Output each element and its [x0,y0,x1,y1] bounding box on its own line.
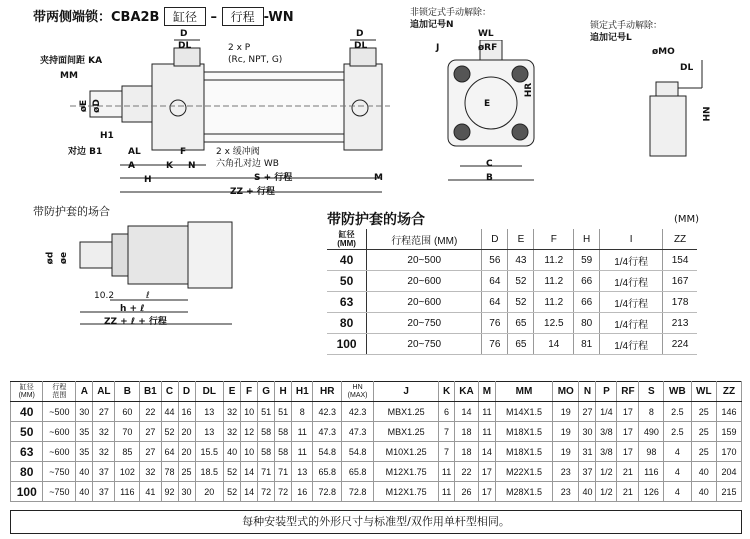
header-col-2: B [115,382,140,402]
table-cell: 21 [617,482,639,502]
table-cell: 170 [717,442,742,462]
table-cell: 27 [93,402,115,422]
header-col-5: D [178,382,195,402]
table-cell: M12X1.75 [374,462,439,482]
header-col-21: P [596,382,617,402]
boot-cell: 11.2 [534,271,574,292]
boot-table-row [327,334,697,355]
header-col-19: MO [553,382,579,402]
table-cell: 12 [241,422,258,442]
header-col-11: H1 [292,382,313,402]
label-buffer-valve: 2 x 缓冲阀 [216,147,260,157]
label-phi-d: øD [91,99,102,113]
boot-header-zz: ZZ [663,229,697,250]
table-cell: 58 [275,442,292,462]
table-cell: 159 [717,422,742,442]
table-cell: 116 [115,482,140,502]
table-cell: 72.8 [342,482,374,502]
table-cell: 72 [275,482,292,502]
boot-cell: 43 [508,250,534,271]
title-dash: – [210,10,218,25]
label-c: C [486,159,493,169]
table-cell: 17 [478,462,495,482]
table-cell: 4 [664,442,691,462]
dimension-table-row [11,482,742,502]
boot-cell-bore: 50 [327,271,367,292]
table-cell: 13 [195,402,224,422]
table-cell: 14 [478,442,495,462]
table-cell: 17 [617,402,639,422]
header-col-16: KA [455,382,479,402]
table-cell: 44 [161,402,178,422]
label-boot-102: 10.2 [94,291,115,301]
front-view-drawing [30,28,395,198]
table-cell: 27 [140,422,161,442]
stroke-box: 行程 [222,7,264,26]
table-cell: 40 [76,462,93,482]
table-cell: 51 [275,402,292,422]
table-cell: 42.3 [342,402,374,422]
table-cell: 102 [115,462,140,482]
table-cell: 58 [258,422,275,442]
boot-view-drawing [70,220,240,330]
table-cell: 52 [224,482,241,502]
boot-cell: 11.2 [534,292,574,313]
table-cell: 65.8 [313,462,342,482]
label-mm: MM [60,71,78,81]
label-s-stroke: S + 行程 [254,173,293,183]
table-cell: 25 [691,442,717,462]
page-title [33,6,294,26]
label-mo: øMO [652,47,675,57]
table-cell: 70 [115,422,140,442]
table-cell: MBX1.25 [374,402,439,422]
table-cell: 2.5 [664,402,691,422]
boot-cell-bore: 80 [327,313,367,334]
boot-header-i: I [600,229,663,250]
header-col-23: S [639,382,664,402]
cell-bore: 40 [11,402,43,422]
table-cell: ~600 [43,442,76,462]
label-h: H [144,175,152,185]
table-cell: ~500 [43,402,76,422]
table-cell: 7 [439,442,455,462]
label-phi-e: øE [79,99,90,113]
lock-note-line1: 锁定式手动解除： [590,21,663,31]
table-cell: 7 [439,422,455,442]
table-cell: 31 [579,442,596,462]
label-ka: 夹持面间距 KA [40,56,103,66]
header-col-25: WL [691,382,717,402]
boot-header-e: E [508,229,534,250]
table-cell: 40 [76,482,93,502]
table-cell: 18 [455,422,479,442]
boot-cell: 224 [663,334,697,355]
table-cell: 22 [455,462,479,482]
dimension-table-row [11,442,742,462]
table-cell: 25 [691,422,717,442]
boot-table-row [327,292,697,313]
table-cell: 8 [292,402,313,422]
header-col-10: H [275,382,292,402]
label-boot-h-l: h + ℓ [120,304,145,314]
boot-cell: 20~600 [367,271,482,292]
table-cell: 27 [579,402,596,422]
boot-table-header-row [327,229,697,250]
table-cell: 6 [439,402,455,422]
table-cell: 51 [258,402,275,422]
boot-table [327,229,697,355]
boot-cell-bore: 63 [327,292,367,313]
table-cell: 11 [292,442,313,462]
boot-cell: 1/4行程 [600,313,663,334]
boot-cell: 64 [482,292,508,313]
header-col-20: N [579,382,596,402]
boot-cell: 1/4行程 [600,334,663,355]
boot-header-f: F [534,229,574,250]
header-col-22: RF [617,382,639,402]
table-cell: 47.3 [313,422,342,442]
table-cell: 54.8 [342,442,374,462]
title-suffix: -WN [263,10,294,25]
boot-cell-bore: 100 [327,334,367,355]
table-cell: 1/4 [596,402,617,422]
table-cell: 17 [617,442,639,462]
table-cell: 13 [195,422,224,442]
table-cell: 19 [553,422,579,442]
table-cell: 58 [275,422,292,442]
table-cell: 17 [617,422,639,442]
boot-cell: 65 [508,334,534,355]
boot-cell: 20~500 [367,250,482,271]
label-b: B [486,173,493,183]
header-col-8: F [241,382,258,402]
header-col-4: C [161,382,178,402]
header-col-15: K [439,382,455,402]
boot-cell: 1/4行程 [600,271,663,292]
table-cell: 11 [439,482,455,502]
label-zz-stroke: ZZ + 行程 [230,187,275,197]
boot-cell: 56 [482,250,508,271]
boot-cell: 64 [482,271,508,292]
boot-section-title: 带防护套的场合 [33,205,110,218]
boot-cell: 178 [663,292,697,313]
table-cell: M18X1.5 [495,442,552,462]
table-cell: 2.5 [664,422,691,442]
table-cell: 13 [292,462,313,482]
table-cell: 37 [93,462,115,482]
cell-bore: 80 [11,462,43,482]
table-cell: 30 [579,422,596,442]
label-dl-right: DL [354,41,368,51]
header-bore: 缸径 (MM) [11,382,43,402]
table-cell: 98 [639,442,664,462]
header-col-24: WB [664,382,691,402]
table-cell: 30 [76,402,93,422]
table-cell: 10 [241,442,258,462]
lock-note-line2: 追加记号L [590,33,632,43]
label-d-right: D [356,29,364,39]
table-cell: 40 [224,442,241,462]
label-lock-dl: DL [680,63,694,73]
boot-table-title: 带防护套的场合 [327,212,425,228]
dimension-table [10,381,742,502]
label-wl: WL [478,29,494,39]
header-col-1: AL [93,382,115,402]
boot-cell: 1/4行程 [600,250,663,271]
table-cell: M28X1.5 [495,482,552,502]
boot-cell: 213 [663,313,697,334]
label-j: J [436,43,440,53]
table-cell: 72.8 [313,482,342,502]
table-cell: 85 [115,442,140,462]
table-cell: 92 [161,482,178,502]
table-cell: 23 [553,462,579,482]
table-cell: 8 [639,402,664,422]
label-boot-phi-e: øe [59,251,70,265]
table-cell: 14 [241,482,258,502]
table-cell: MBX1.25 [374,422,439,442]
table-cell: 490 [639,422,664,442]
table-cell: 19 [553,442,579,462]
boot-cell: 52 [508,292,534,313]
table-cell: 20 [178,442,195,462]
header-col-18: MM [495,382,552,402]
table-cell: 71 [275,462,292,482]
table-cell: 41 [140,482,161,502]
label-a: A [128,161,135,171]
table-cell: 17 [478,482,495,502]
header-col-0: A [76,382,93,402]
boot-cell: 20~750 [367,313,482,334]
boot-cell: 12.5 [534,313,574,334]
header-col-6: DL [195,382,224,402]
boot-cell: 52 [508,271,534,292]
boot-cell: 80 [574,313,600,334]
dimension-table-row [11,422,742,442]
header-col-12: HR [313,382,342,402]
label-p-line1: 2 x P [228,43,251,53]
table-cell: 42.3 [313,402,342,422]
table-cell: 40 [579,482,596,502]
table-cell: 58 [258,442,275,462]
boot-cell: 66 [574,292,600,313]
table-cell: 1/2 [596,462,617,482]
non-lock-note-line1: 非锁定式手动解除： [410,8,492,18]
boot-table-unit: (MM) [674,214,700,225]
table-cell: 32 [224,422,241,442]
label-m: M [374,173,383,183]
table-cell: 32 [93,422,115,442]
label-wb: 六角孔对边 WB [216,159,279,169]
header-col-14: J [374,382,439,402]
table-cell: 14 [455,402,479,422]
table-cell: 25 [178,462,195,482]
boot-cell: 65 [508,313,534,334]
boot-cell: 81 [574,334,600,355]
header-col-26: ZZ [717,382,742,402]
table-cell: 52 [224,462,241,482]
cell-bore: 100 [11,482,43,502]
boot-header-h: H [574,229,600,250]
table-cell: 35 [76,442,93,462]
boot-cell: 11.2 [534,250,574,271]
lock-note [590,20,662,44]
table-cell: 26 [455,482,479,502]
label-boot-zz-l: ZZ + ℓ + 行程 [104,317,167,327]
boot-header-bore: 缸径 (MM) [327,229,367,250]
boot-cell: 20~750 [367,334,482,355]
label-b1: 对边 B1 [68,147,103,157]
table-cell: 32 [93,442,115,462]
table-cell: 54.8 [313,442,342,462]
label-p-line2: (Rc, NPT, G) [228,55,283,65]
label-n: N [188,161,196,171]
table-cell: 11 [439,462,455,482]
table-cell: 32 [140,462,161,482]
table-cell: 16 [178,402,195,422]
non-lock-note-line2: 追加记号N [410,20,454,30]
table-cell: ~750 [43,462,76,482]
table-cell: 19 [553,402,579,422]
header-stroke-range: 行程 范围 [43,382,76,402]
label-d-left: D [180,29,188,39]
label-hn: HN [702,106,713,122]
label-hr: HR [524,82,535,98]
table-cell: 18 [455,442,479,462]
table-cell: 40 [691,462,717,482]
table-cell: 78 [161,462,178,482]
table-cell: 3/8 [596,442,617,462]
label-h1: H1 [100,131,114,141]
table-cell: 11 [292,422,313,442]
table-cell: 15.5 [195,442,224,462]
bore-box: 缸径 [164,7,206,26]
label-f: F [180,147,187,157]
boot-cell: 154 [663,250,697,271]
table-cell: M14X1.5 [495,402,552,422]
header-col-9: G [258,382,275,402]
table-cell: 20 [195,482,224,502]
table-cell: 20 [178,422,195,442]
table-cell: 16 [292,482,313,502]
boot-cell: 66 [574,271,600,292]
table-cell: 4 [664,462,691,482]
table-cell: 116 [639,462,664,482]
table-cell: 14 [241,462,258,482]
boot-header-d: D [482,229,508,250]
table-cell: 32 [224,402,241,422]
dimension-table-row [11,402,742,422]
table-cell: 126 [639,482,664,502]
table-cell: 146 [717,402,742,422]
boot-table-row [327,250,697,271]
table-cell: 204 [717,462,742,482]
boot-table-row [327,271,697,292]
cell-bore: 63 [11,442,43,462]
label-k: K [166,161,173,171]
header-col-3: B1 [140,382,161,402]
table-cell: 10 [241,402,258,422]
label-dl-left: DL [178,41,192,51]
table-cell: 21 [617,462,639,482]
title-prefix: 带两侧端锁：CBA2B [33,10,160,25]
boot-header-stroke: 行程范围 (MM) [367,229,482,250]
table-cell: 11 [478,402,495,422]
label-boot-phi-d: ød [45,251,56,265]
boot-cell: 76 [482,313,508,334]
dimension-table-row [11,462,742,482]
table-cell: 35 [76,422,93,442]
dimension-table-header-row [11,382,742,402]
header-col-7: E [224,382,241,402]
table-cell: 72 [258,482,275,502]
footer-note: 每种安装型式的外形尺寸与标准型/双作用单杆型相同。 [10,510,742,534]
boot-cell: 20~600 [367,292,482,313]
boot-cell: 167 [663,271,697,292]
table-cell: M10X1.25 [374,442,439,462]
cell-bore: 50 [11,422,43,442]
header-col-13: HN (MAX) [342,382,374,402]
table-cell: 71 [258,462,275,482]
table-cell: 3/8 [596,422,617,442]
label-e: E [484,99,491,109]
boot-table-row [327,313,697,334]
table-cell: M22X1.5 [495,462,552,482]
table-cell: 11 [478,422,495,442]
boot-cell-bore: 40 [327,250,367,271]
label-al: AL [128,147,141,157]
table-cell: ~750 [43,482,76,502]
table-cell: 30 [178,482,195,502]
header-col-17: M [478,382,495,402]
table-cell: 47.3 [342,422,374,442]
table-cell: ~600 [43,422,76,442]
table-cell: 37 [579,462,596,482]
table-cell: 25 [691,402,717,422]
table-cell: 215 [717,482,742,502]
table-cell: M12X1.75 [374,482,439,502]
table-cell: 23 [553,482,579,502]
label-boot-l: ℓ [146,291,150,301]
boot-cell: 14 [534,334,574,355]
label-rf: øRF [478,43,498,53]
table-cell: 37 [93,482,115,502]
table-cell: 22 [140,402,161,422]
table-cell: 4 [664,482,691,502]
boot-cell: 1/4行程 [600,292,663,313]
table-cell: M18X1.5 [495,422,552,442]
boot-cell: 59 [574,250,600,271]
table-cell: 64 [161,442,178,462]
table-cell: 52 [161,422,178,442]
table-cell: 60 [115,402,140,422]
table-cell: 40 [691,482,717,502]
boot-cell: 76 [482,334,508,355]
table-cell: 1/2 [596,482,617,502]
table-cell: 18.5 [195,462,224,482]
table-cell: 27 [140,442,161,462]
table-cell: 65.8 [342,462,374,482]
